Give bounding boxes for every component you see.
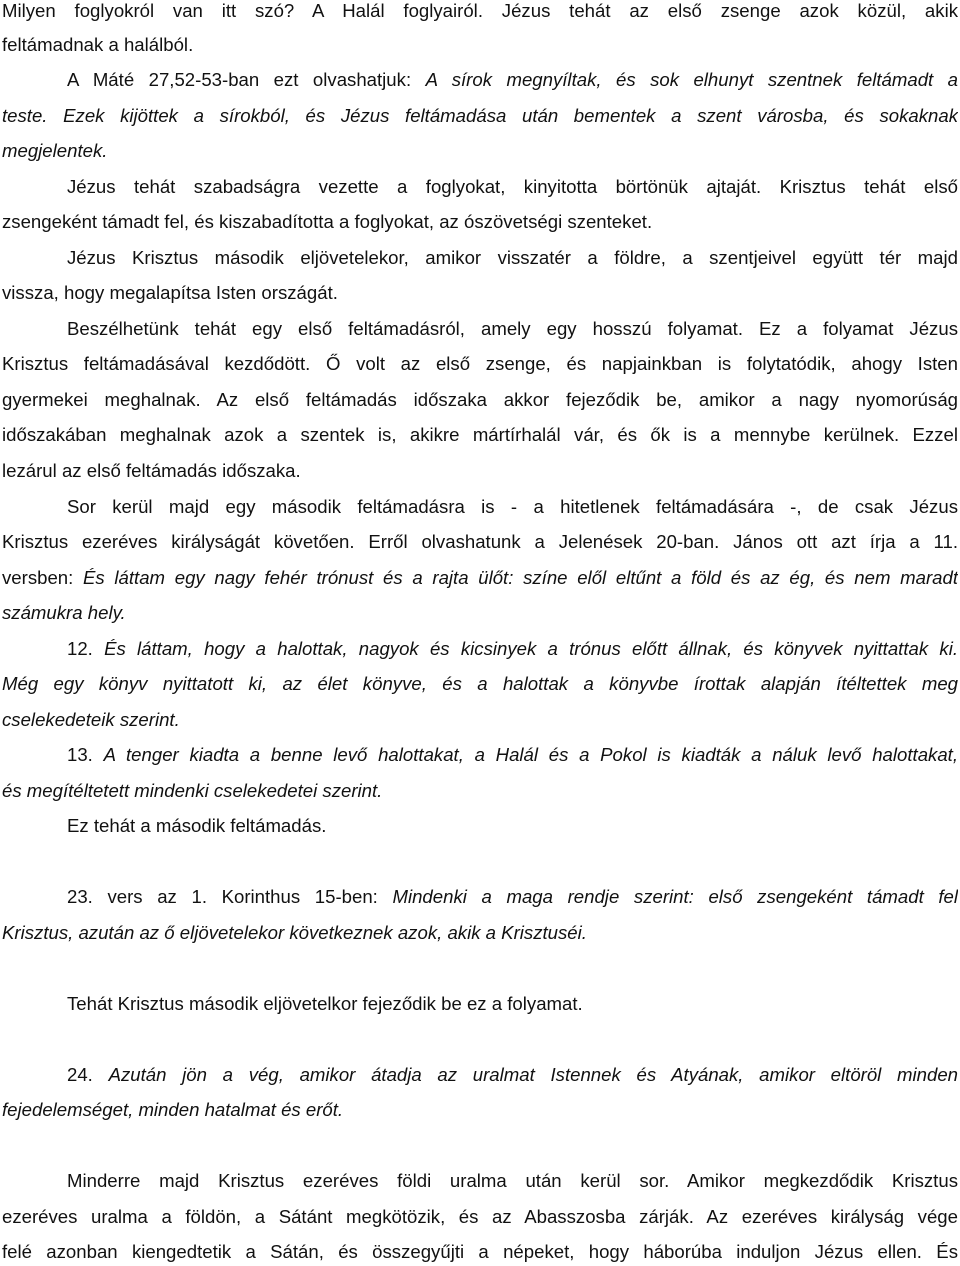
text-line xyxy=(2,282,958,304)
text-line xyxy=(2,531,958,553)
quote-text: Azután jön a vég, amikor átadja az uralmat Istennek és Atyának, amikor eltöröl minden xyxy=(108,1064,958,1085)
text-line xyxy=(2,211,958,233)
quote-text: A sírok megnyíltak, és sok elhunyt szentnek feltámadt a xyxy=(425,69,958,90)
quote-text: megjelentek. xyxy=(2,140,108,161)
text-line xyxy=(67,247,958,269)
body-text: Tehát Krisztus második eljövetelkor fejeződik be ez a folyamat. xyxy=(67,993,583,1014)
body-text: Minderre majd Krisztus ezeréves földi uralma után kerül sor. Amikor megkezdődik Krisztus xyxy=(67,1170,958,1191)
text-line xyxy=(2,709,958,731)
text-line xyxy=(2,1099,958,1121)
text-line xyxy=(2,602,958,624)
text-line xyxy=(2,922,958,944)
text-line xyxy=(2,1206,958,1228)
body-text: ezeréves uralma a földön, a Sátánt megkötözik, és az Abasszosba zárják. Az ezeréves királyság vége xyxy=(2,1206,958,1227)
text-line xyxy=(67,815,958,837)
body-text: gyermekei meghalnak. Az első feltámadás időszaka akkor fejeződik be, amikor a nagy nyomorúság xyxy=(2,389,958,410)
text-line xyxy=(67,318,958,340)
text-line xyxy=(2,0,958,22)
text-line xyxy=(2,140,958,162)
body-text: Jézus tehát szabadságra vezette a foglyokat, kinyitotta börtönük ajtaját. Krisztus tehát első xyxy=(67,176,958,197)
text-line xyxy=(2,460,958,482)
text-line xyxy=(2,424,958,446)
quote-text: És láttam egy nagy fehér trónust és a rajta ülőt: színe elől eltűnt a föld és az ég, és nem maradt xyxy=(83,567,958,588)
body-text: A Máté 27,52-53-ban ezt olvashatjuk: xyxy=(67,69,426,90)
text-line xyxy=(67,886,958,908)
quote-text: A tenger kiadta a benne levő halottakat, a Halál és a Pokol is kiadták a náluk levő halottakat, xyxy=(103,744,958,765)
text-line xyxy=(2,673,958,695)
quote-text: Még egy könyv nyittatott ki, az élet könyve, és a halottak a könyvbe írottak alapján ítéltettek meg xyxy=(2,673,958,694)
text-line xyxy=(2,105,958,127)
body-text: Jézus Krisztus második eljövetelekor, amikor visszatér a földre, a szentjeivel együtt tér majd xyxy=(67,247,958,268)
body-text: Sor kerül majd egy második feltámadásra is - a hitetlenek feltámadására -, de csak Jézus xyxy=(67,496,958,517)
text-line xyxy=(2,1241,958,1263)
body-text: 13. xyxy=(67,744,104,765)
text-line xyxy=(67,744,958,766)
quote-text: teste. Ezek kijöttek a sírokból, és Jézus feltámadása után bementek a szent városba, és sokaknak xyxy=(2,105,958,126)
body-text: zsengeként támadt fel, és kiszabadította a foglyokat, az ószövetségi szenteket. xyxy=(2,211,653,232)
text-line xyxy=(67,993,958,1015)
text-line xyxy=(67,1170,958,1192)
quote-text: és megítéltetett mindenki cselekedetei szerint. xyxy=(2,780,383,801)
text-line xyxy=(2,389,958,411)
text-line xyxy=(67,176,958,198)
text-line xyxy=(67,69,958,91)
quote-text: Krisztus, azután az ő eljövetelekor következnek azok, akik a Krisztuséi. xyxy=(2,922,587,943)
quote-text: fejedelemséget, minden hatalmat és erőt. xyxy=(2,1099,344,1120)
body-text: versben: xyxy=(2,567,84,588)
body-text: Beszélhetünk tehát egy első feltámadásról, amely egy hosszú folyamat. Ez a folyamat Jézus xyxy=(67,318,958,339)
text-line xyxy=(2,567,958,589)
text-line xyxy=(2,34,958,56)
body-text: Milyen foglyokról van itt szó? A Halál foglyairól. Jézus tehát az első zsenge azok közül, akik xyxy=(2,0,958,21)
quote-text: cselekedeteik szerint. xyxy=(2,709,180,730)
body-text: Ez tehát a második feltámadás. xyxy=(67,815,327,836)
body-text: 24. xyxy=(67,1064,109,1085)
body-text: lezárul az első feltámadás időszaka. xyxy=(2,460,301,481)
body-text: időszakában meghalnak azok a szentek is, akikre mártírhalál vár, és ők is a mennybe kerülnek. Ezzel xyxy=(2,424,958,445)
body-text: Krisztus feltámadásával kezdődött. Ő volt az első zsenge, és napjainkban is folytatódik, ahogy Isten xyxy=(2,353,958,374)
body-text: felé azonban kiengedtetik a Sátán, és összegyűjti a népeket, hogy háborúba induljon Jézus ellen. És xyxy=(2,1241,958,1262)
body-text: vissza, hogy megalapítsa Isten országát. xyxy=(2,282,338,303)
text-line xyxy=(2,780,958,802)
body-text: 23. vers az 1. Korinthus 15-ben: xyxy=(67,886,393,907)
text-line xyxy=(67,1064,958,1086)
quote-text: számukra hely. xyxy=(2,602,126,623)
text-line xyxy=(67,638,958,660)
text-line xyxy=(67,496,958,518)
body-text: feltámadnak a halálból. xyxy=(2,34,194,55)
quote-text: Mindenki a maga rendje szerint: első zsengeként támadt fel xyxy=(392,886,958,907)
text-line xyxy=(2,353,958,375)
quote-text: És láttam, hogy a halottak, nagyok és kicsinyek a trónus előtt állnak, és könyvek nyittattak ki. xyxy=(104,638,958,659)
body-text: Krisztus ezeréves királyságát követően. Erről olvashatunk a Jelenések 20-ban. János ott azt írja a 11. xyxy=(2,531,958,552)
body-text: 12. xyxy=(67,638,105,659)
